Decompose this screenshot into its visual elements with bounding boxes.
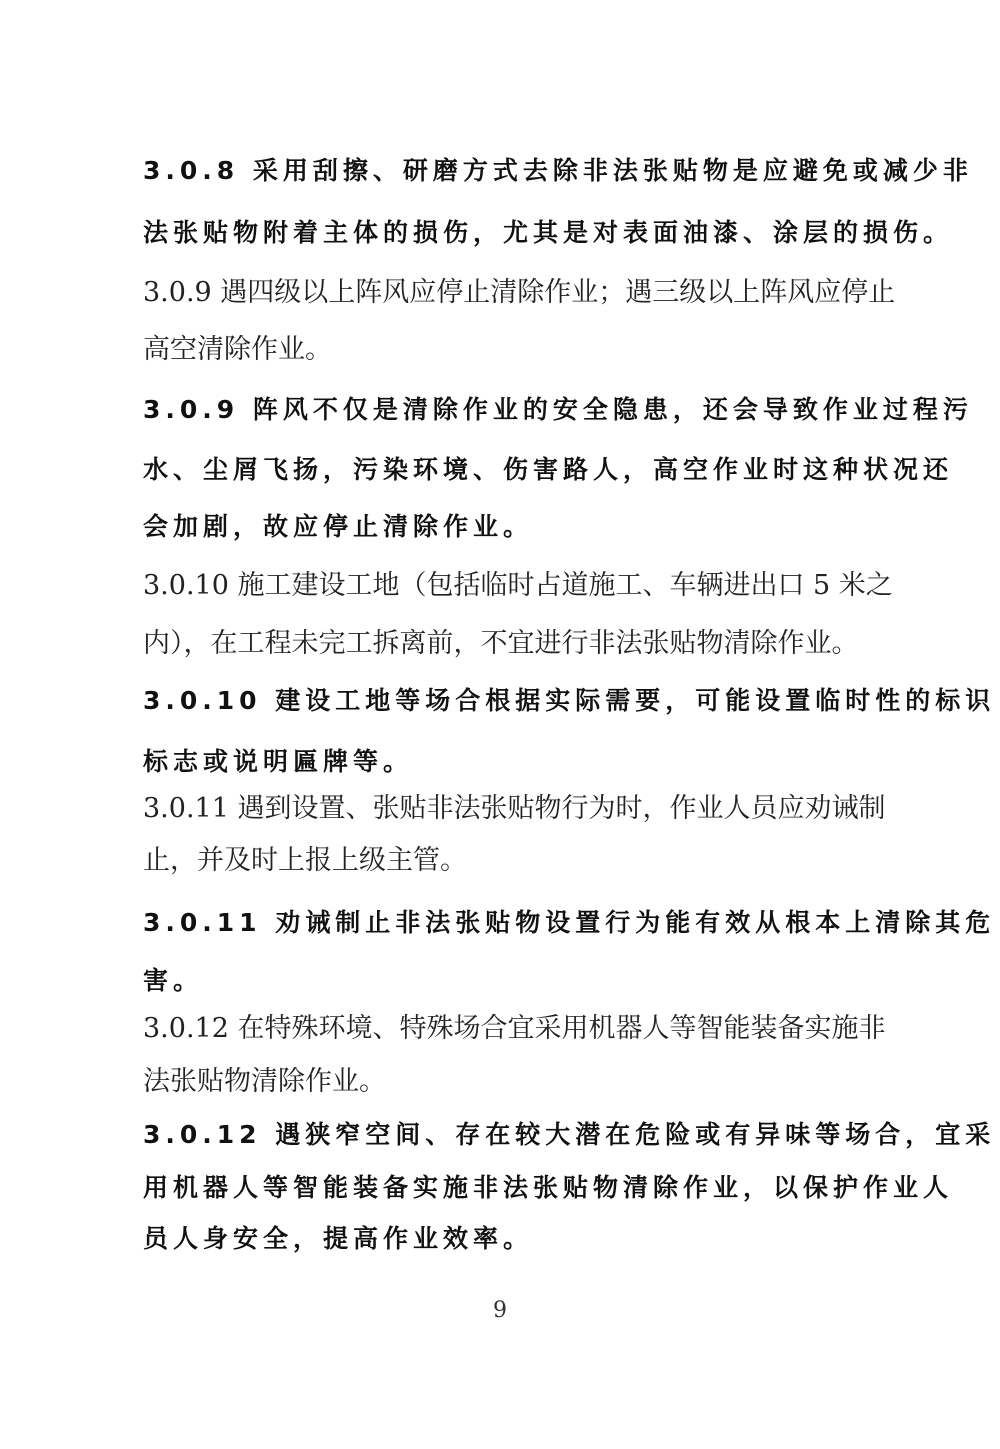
clause-3-0-11-line-2: 止，并及时上报上级主管。 — [143, 845, 467, 876]
explanation-3-0-10-line-1: 3.0.10 建设工地等场合根据实际需要，可能设置临时性的标识 — [143, 686, 996, 715]
clause-3-0-9-line-1: 3.0.9 遇四级以上阵风应停止清除作业；遇三级以上阵风应停止 — [143, 277, 896, 308]
explanation-3-0-11-line-2: 害。 — [143, 966, 204, 995]
explanation-3-0-8-line-2: 法张贴物附着主体的损伤，尤其是对表面油漆、涂层的损伤。 — [143, 218, 954, 247]
explanation-3-0-9-line-2: 水、尘屑飞扬，污染环境、伤害路人，高空作业时这种状况还 — [143, 455, 954, 484]
explanation-3-0-9-line-3: 会加剧，故应停止清除作业。 — [143, 512, 534, 541]
explanation-3-0-8-line-1: 3.0.8 采用刮擦、研磨方式去除非法张贴物是应避免或减少非 — [143, 156, 973, 185]
explanation-3-0-11-line-1: 3.0.11 劝诫制止非法张贴物设置行为能有效从根本上清除其危 — [143, 908, 996, 937]
clause-3-0-10-line-1: 3.0.10 施工建设工地（包括临时占道施工、车辆进出口 5 米之 — [143, 570, 893, 601]
clause-3-0-9-line-2: 高空清除作业。 — [143, 334, 332, 365]
clause-3-0-12-line-1: 3.0.12 在特殊环境、特殊场合宜采用机器人等智能装备实施非 — [143, 1013, 886, 1044]
clause-3-0-10-line-2: 内），在工程未完工拆离前，不宜进行非法张贴物清除作业。 — [143, 628, 859, 659]
clause-3-0-12-line-2: 法张贴物清除作业。 — [143, 1066, 386, 1097]
explanation-3-0-9-line-1: 3.0.9 阵风不仅是清除作业的安全隐患，还会导致作业过程污 — [143, 395, 973, 424]
explanation-3-0-10-line-2: 标志或说明匾牌等。 — [143, 747, 414, 776]
explanation-3-0-12-line-1: 3.0.12 遇狭窄空间、存在较大潜在危险或有异味等场合，宜采 — [143, 1120, 996, 1149]
clause-3-0-11-line-1: 3.0.11 遇到设置、张贴非法张贴物行为时，作业人员应劝诫制 — [143, 793, 886, 824]
page-number: 9 — [493, 1298, 507, 1323]
explanation-3-0-12-line-3: 员人身安全，提高作业效率。 — [143, 1224, 534, 1253]
explanation-3-0-12-line-2: 用机器人等智能装备实施非法张贴物清除作业，以保护作业人 — [143, 1173, 954, 1202]
